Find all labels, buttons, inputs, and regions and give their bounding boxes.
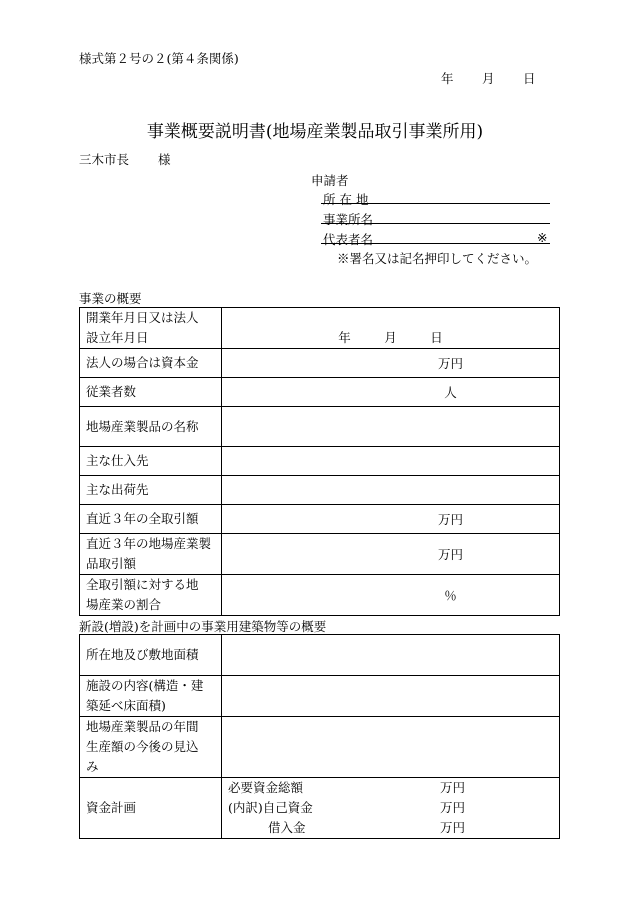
local-ratio-field[interactable]: ％ xyxy=(222,575,560,616)
product-name-field[interactable] xyxy=(222,407,560,447)
total-transactions-label: 直近３年の全取引額 xyxy=(80,505,222,534)
funding-total-unit: 万円 xyxy=(440,780,466,795)
establish-date-label: 開業年月日又は法人 設立年月日 xyxy=(80,308,222,349)
addressee-name: 三木市長 xyxy=(79,152,130,167)
table-row xyxy=(80,476,560,505)
table-row xyxy=(80,505,560,534)
seal-mark: ※ xyxy=(537,230,548,245)
overview-heading: 事業の概要 xyxy=(79,291,142,306)
funding-loan-row xyxy=(222,818,559,838)
representative-label: 代表者名 xyxy=(323,232,374,247)
representative-field[interactable] xyxy=(321,243,550,244)
production-forecast-label: 地場産業製品の年間 生産額の今後の見込 み xyxy=(80,717,222,778)
funding-plan-label: 資金計画 xyxy=(80,778,222,839)
table-row xyxy=(80,717,560,778)
funding-own-row xyxy=(222,798,559,818)
funding-own-unit: 万円 xyxy=(440,800,466,815)
overview-table xyxy=(79,307,560,616)
establish-date-field[interactable]: 年 月 日 xyxy=(222,308,560,349)
facility-content-label: 施設の内容(構造・建 築延べ床面積) xyxy=(80,676,222,717)
address-label: 所 在 地 xyxy=(323,192,369,207)
date-year-label: 年 xyxy=(441,71,454,86)
funding-plan-field[interactable] xyxy=(222,778,560,839)
main-supplier-field[interactable] xyxy=(222,447,560,476)
table-row xyxy=(80,676,560,717)
production-forecast-field[interactable] xyxy=(222,717,560,778)
table-row xyxy=(80,635,560,676)
table-row xyxy=(80,447,560,476)
product-name-label: 地場産業製品の名称 xyxy=(80,407,222,447)
funding-total-label: 必要資金総額 xyxy=(228,780,304,795)
main-supplier-label: 主な仕入先 xyxy=(80,447,222,476)
table-row xyxy=(80,349,560,378)
building-table xyxy=(79,634,560,839)
table-row xyxy=(80,308,560,349)
signature-note: ※署名又は記名押印してください。 xyxy=(337,251,538,266)
funding-total-row xyxy=(222,778,559,798)
location-area-label: 所在地及び敷地面積 xyxy=(80,635,222,676)
local-ratio-label: 全取引額に対する地 場産業の割合 xyxy=(80,575,222,616)
building-heading: 新設(増設)を計画中の事業用建築物等の概要 xyxy=(79,619,327,634)
office-name-label: 事業所名 xyxy=(323,212,374,227)
page-title: 事業概要説明書(地場産業製品取引事業所用) xyxy=(146,122,484,142)
employees-label: 従業者数 xyxy=(80,378,222,407)
table-row xyxy=(80,407,560,447)
applicant-heading: 申請者 xyxy=(311,173,349,188)
table-row xyxy=(80,534,560,575)
table-row xyxy=(80,378,560,407)
facility-content-field[interactable] xyxy=(222,676,560,717)
funding-loan-label: 借入金 xyxy=(268,820,306,835)
location-area-field[interactable] xyxy=(222,635,560,676)
funding-own-label: (内訳)自己資金 xyxy=(228,800,313,815)
capital-field[interactable]: 万円 xyxy=(222,349,560,378)
address-field[interactable] xyxy=(321,203,550,204)
local-transactions-field[interactable]: 万円 xyxy=(222,534,560,575)
form-number: 様式第２号の２(第４条関係) xyxy=(79,51,239,66)
date-month-label: 月 xyxy=(482,71,495,86)
total-transactions-field[interactable]: 万円 xyxy=(222,505,560,534)
table-row xyxy=(80,575,560,616)
office-name-field[interactable] xyxy=(321,223,550,224)
table-row xyxy=(80,778,560,839)
addressee-honorific: 様 xyxy=(158,152,171,167)
main-shipping-label: 主な出荷先 xyxy=(80,476,222,505)
main-shipping-field[interactable] xyxy=(222,476,560,505)
funding-loan-unit: 万円 xyxy=(440,820,466,835)
date-day-label: 日 xyxy=(523,71,536,86)
employees-field[interactable]: 人 xyxy=(222,378,560,407)
capital-label: 法人の場合は資本金 xyxy=(80,349,222,378)
local-transactions-label: 直近３年の地場産業製 品取引額 xyxy=(80,534,222,575)
